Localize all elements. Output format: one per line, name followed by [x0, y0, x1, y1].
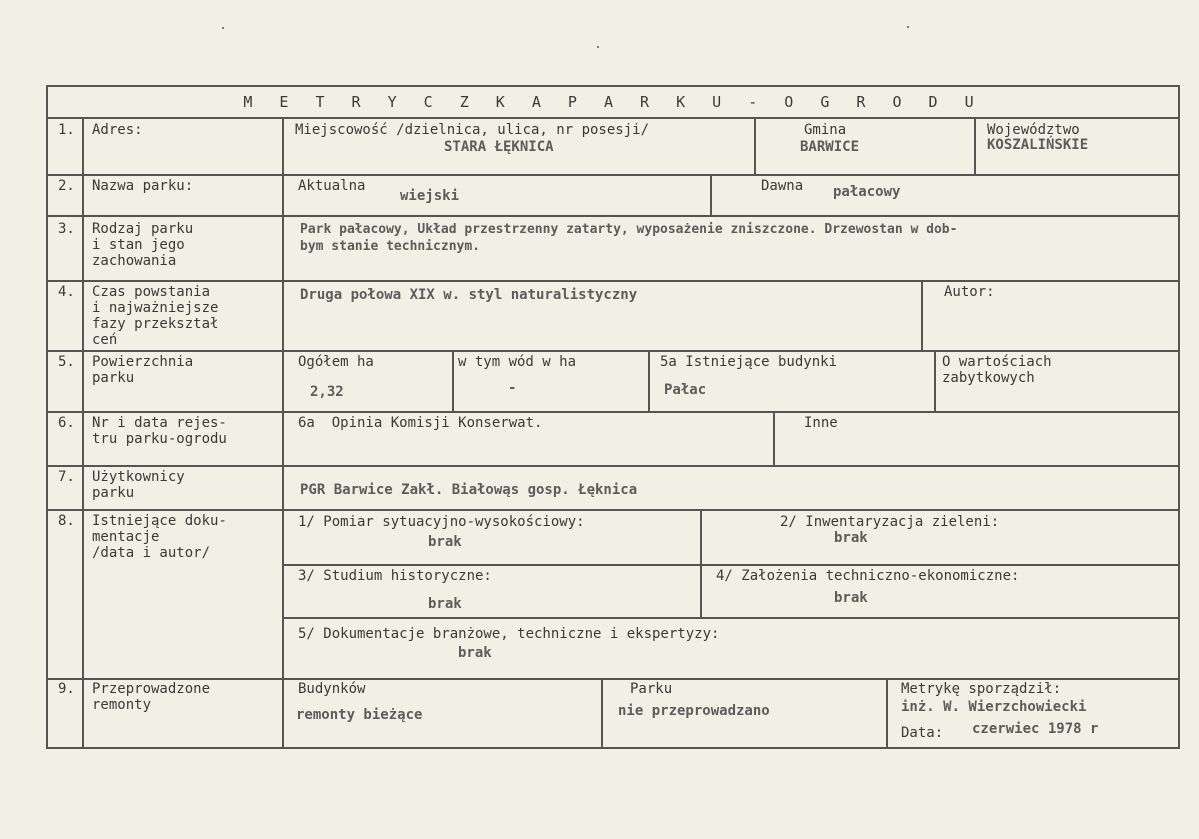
gmina-value: BARWICE: [800, 139, 860, 155]
park-record-form: [46, 85, 1180, 749]
locality-label: Miejscowość /dzielnica, ulica, nr posesji/: [295, 122, 650, 138]
origin-period-value: Druga połowa XIX w. styl naturalistyczny: [300, 287, 638, 303]
heritage-value-label: O wartościach zabytkowych: [942, 354, 1052, 386]
building-repairs-value: remonty bieżące: [296, 707, 423, 723]
date-value: czerwiec 1978 r: [972, 721, 1099, 737]
doc-technical-label: 4/ Założenia techniczno-ekonomiczne:: [716, 568, 1020, 584]
park-repairs-value: nie przeprowadzano: [618, 703, 770, 719]
row3-label: Rodzaj parku i stan jego zachowania: [92, 221, 194, 269]
doc-history-label: 3/ Studium historyczne:: [298, 568, 492, 584]
date-label: Data:: [901, 725, 944, 741]
row5-label: Powierzchnia parku: [92, 354, 194, 386]
doc-greenery-label: 2/ Inwentaryzacja zieleni:: [780, 514, 1000, 530]
water-area-value: -: [508, 380, 517, 396]
row9-number: 9.: [58, 681, 75, 697]
park-users-value: PGR Barwice Zakł. Białowąs gosp. Łęknica: [300, 482, 638, 498]
row2-label: Nazwa parku:: [92, 178, 194, 194]
doc-history-value: brak: [428, 596, 462, 612]
doc-survey-label: 1/ Pomiar sytuacyjno-wysokościowy:: [298, 514, 585, 530]
row1-label: Adres:: [92, 122, 143, 138]
park-type-condition-value: Park pałacowy, Układ przestrzenny zatarty, wyposażenie zniszczone. Drzewostan w dob- bym stanie technicznym.: [300, 222, 958, 254]
existing-buildings-value: Pałac: [664, 382, 707, 398]
park-repairs-label: Parku: [630, 681, 673, 697]
doc-survey-value: brak: [428, 534, 462, 550]
row2-number: 2.: [58, 178, 75, 194]
voivodeship-value: KOSZALIŃSKIE: [987, 137, 1089, 153]
row7-number: 7.: [58, 469, 75, 485]
row6-number: 6.: [58, 415, 75, 431]
prepared-by-label: Metrykę sporządził:: [901, 681, 1062, 697]
existing-buildings-label: 5a Istniejące budynki: [660, 354, 838, 370]
doc-expertise-label: 5/ Dokumentacje branżowe, techniczne i ekspertyzy:: [298, 626, 720, 642]
form-title: M E T R Y C Z K A P A R K U - O G R O D U: [243, 93, 983, 111]
row9-label: Przeprowadzone remonty: [92, 681, 211, 713]
current-name-label: Aktualna: [298, 178, 366, 194]
total-area-value: 2,32: [310, 384, 344, 400]
row6-label: Nr i data rejes- tru parku-ogrodu: [92, 415, 227, 447]
former-name-label: Dawna: [761, 178, 804, 194]
former-name-value: pałacowy: [833, 184, 901, 200]
row1-number: 1.: [58, 122, 75, 138]
doc-greenery-value: brak: [834, 530, 868, 546]
row8-label: Istniejące doku- mentacje /data i autor/: [92, 513, 227, 561]
author-label: Autor:: [944, 284, 995, 300]
row4-number: 4.: [58, 284, 75, 300]
voivodeship-label: Województwo: [987, 122, 1080, 138]
doc-expertise-value: brak: [458, 645, 492, 661]
total-area-label: Ogółem ha: [298, 354, 374, 370]
conservation-opinion-label: 6a Opinia Komisji Konserwat.: [298, 415, 543, 431]
row5-number: 5.: [58, 354, 75, 370]
current-name-value: wiejski: [400, 188, 460, 204]
row3-number: 3.: [58, 221, 75, 237]
prepared-by-value: inż. W. Wierzchowiecki: [901, 699, 1087, 715]
row4-label: Czas powstania i najważniejsze fazy przekształ ceń: [92, 284, 219, 348]
locality-value: STARA ŁĘKNICA: [444, 139, 554, 155]
doc-technical-value: brak: [834, 590, 868, 606]
gmina-label: Gmina: [804, 122, 847, 138]
other-label: Inne: [804, 415, 838, 431]
water-area-label: w tym wód w ha: [458, 354, 577, 370]
row8-number: 8.: [58, 513, 75, 529]
row7-label: Użytkownicy parku: [92, 469, 185, 501]
building-repairs-label: Budynków: [298, 681, 366, 697]
